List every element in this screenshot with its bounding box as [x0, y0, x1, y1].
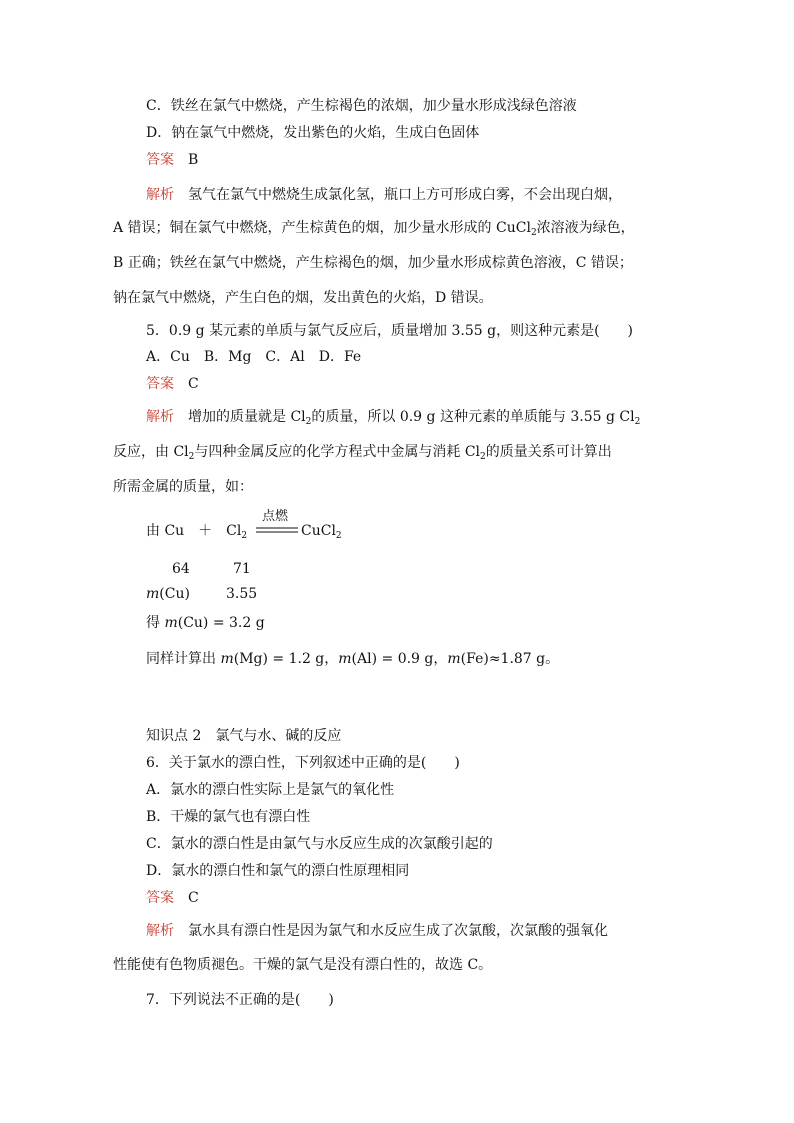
- q5-analysis-line-1: 解析 增加的质量就是 $Cl_2$的质量，所以 0.9 g 这种元素的单质能与 3.55 g $Cl_2$: [146, 409, 641, 427]
- answer-value: C: [188, 890, 199, 906]
- q6-analysis-line-1: 解析 氯水具有漂白性是因为氯气和水反应生成了次氯酸，次氯酸的强氧化: [146, 923, 608, 939]
- ratio-64: 64: [172, 561, 190, 577]
- q5-analysis-line-3: 所需金属的质量，如：: [113, 479, 253, 495]
- q6-analysis-line-2: 性能使有色物质褪色。干燥的氯气是没有漂白性的，故选 C。: [113, 957, 493, 973]
- answer-label: 答案: [146, 152, 174, 168]
- section-title: 知识点 2 氯气与水、碱的反应: [146, 728, 342, 744]
- equation-left: 由 Cu ＋ $Cl_2$: [146, 523, 248, 541]
- ratio-m-cu: m(Cu): [146, 586, 190, 602]
- equals-sign-icon: [256, 526, 298, 534]
- q4-analysis-line-1: 解析 氢气在氯气中燃烧生成氯化氢，瓶口上方可形成白雾，不会出现白烟，: [146, 187, 622, 203]
- answer-label: 答案: [146, 376, 174, 392]
- q5-answer: [146, 374, 199, 394]
- q6-stem: 6．关于氯水的漂白性，下列叙述中正确的是( ): [146, 755, 460, 771]
- q4-answer: [146, 150, 198, 170]
- answer-value: B: [188, 152, 199, 168]
- q4-option-d: D．钠在氯气中燃烧，发出紫色的火焰，生成白色固体: [146, 125, 480, 141]
- q6-option-d: D．氯水的漂白性和氯气的漂白性原理相同: [146, 863, 410, 879]
- q7-stem: 7．下列说法不正确的是( ): [146, 992, 334, 1008]
- q6-answer: [146, 888, 199, 908]
- q5-stem: 5．0.9 g 某元素的单质与氯气反应后，质量增加 3.55 g，则这种元素是( ): [146, 323, 633, 339]
- answer-label: 答案: [146, 890, 174, 906]
- result-line: 得 m(Cu) = 3.2 g: [146, 615, 265, 631]
- analysis-label: 解析: [146, 409, 174, 425]
- ratio-355: 3.55: [226, 586, 258, 602]
- analysis-label: 解析: [146, 187, 174, 203]
- answer-value: C: [188, 376, 199, 392]
- q6-option-a: A．氯水的漂白性实际上是氯气的氧化性: [146, 782, 395, 798]
- q4-analysis-line-2: A 错误；铜在氯气中燃烧，产生棕黄色的烟，加少量水形成的 CuCl$_2$浓溶液为绿色，: [113, 220, 635, 238]
- analysis-label: 解析: [146, 923, 174, 939]
- q4-analysis-line-4: 钠在氯气中燃烧，产生白色的烟，发出黄色的火焰，D 错误。: [113, 290, 493, 306]
- q4-option-c: C．铁丝在氯气中燃烧，产生棕褐色的浓烟，加少量水形成浅绿色溶液: [146, 98, 577, 114]
- q5-analysis-line-2: 反应，由 $Cl_2$与四种金属反应的化学方程式中金属与消耗 $Cl_2$的质量关系可计算出: [113, 444, 612, 462]
- equation-condition: 点燃: [262, 509, 289, 524]
- same-calc-line: 同样计算出 m(Mg) = 1.2 g，m(Al) = 0.9 g，m(Fe)≈1.87 g。: [146, 651, 560, 667]
- q6-option-c: C．氯水的漂白性是由氯气与水反应生成的次氯酸引起的: [146, 836, 493, 852]
- q5-options: A．Cu B．Mg C．Al D．Fe: [146, 349, 362, 365]
- ratio-71: 71: [233, 561, 251, 577]
- equation-right: CuCl$_2$: [301, 523, 342, 541]
- q4-analysis-line-3: B 正确；铁丝在氯气中燃烧，产生棕褐色的烟，加少量水形成棕黄色溶液，C 错误；: [113, 255, 633, 271]
- q6-option-b: B．干燥的氯气也有漂白性: [146, 809, 311, 825]
